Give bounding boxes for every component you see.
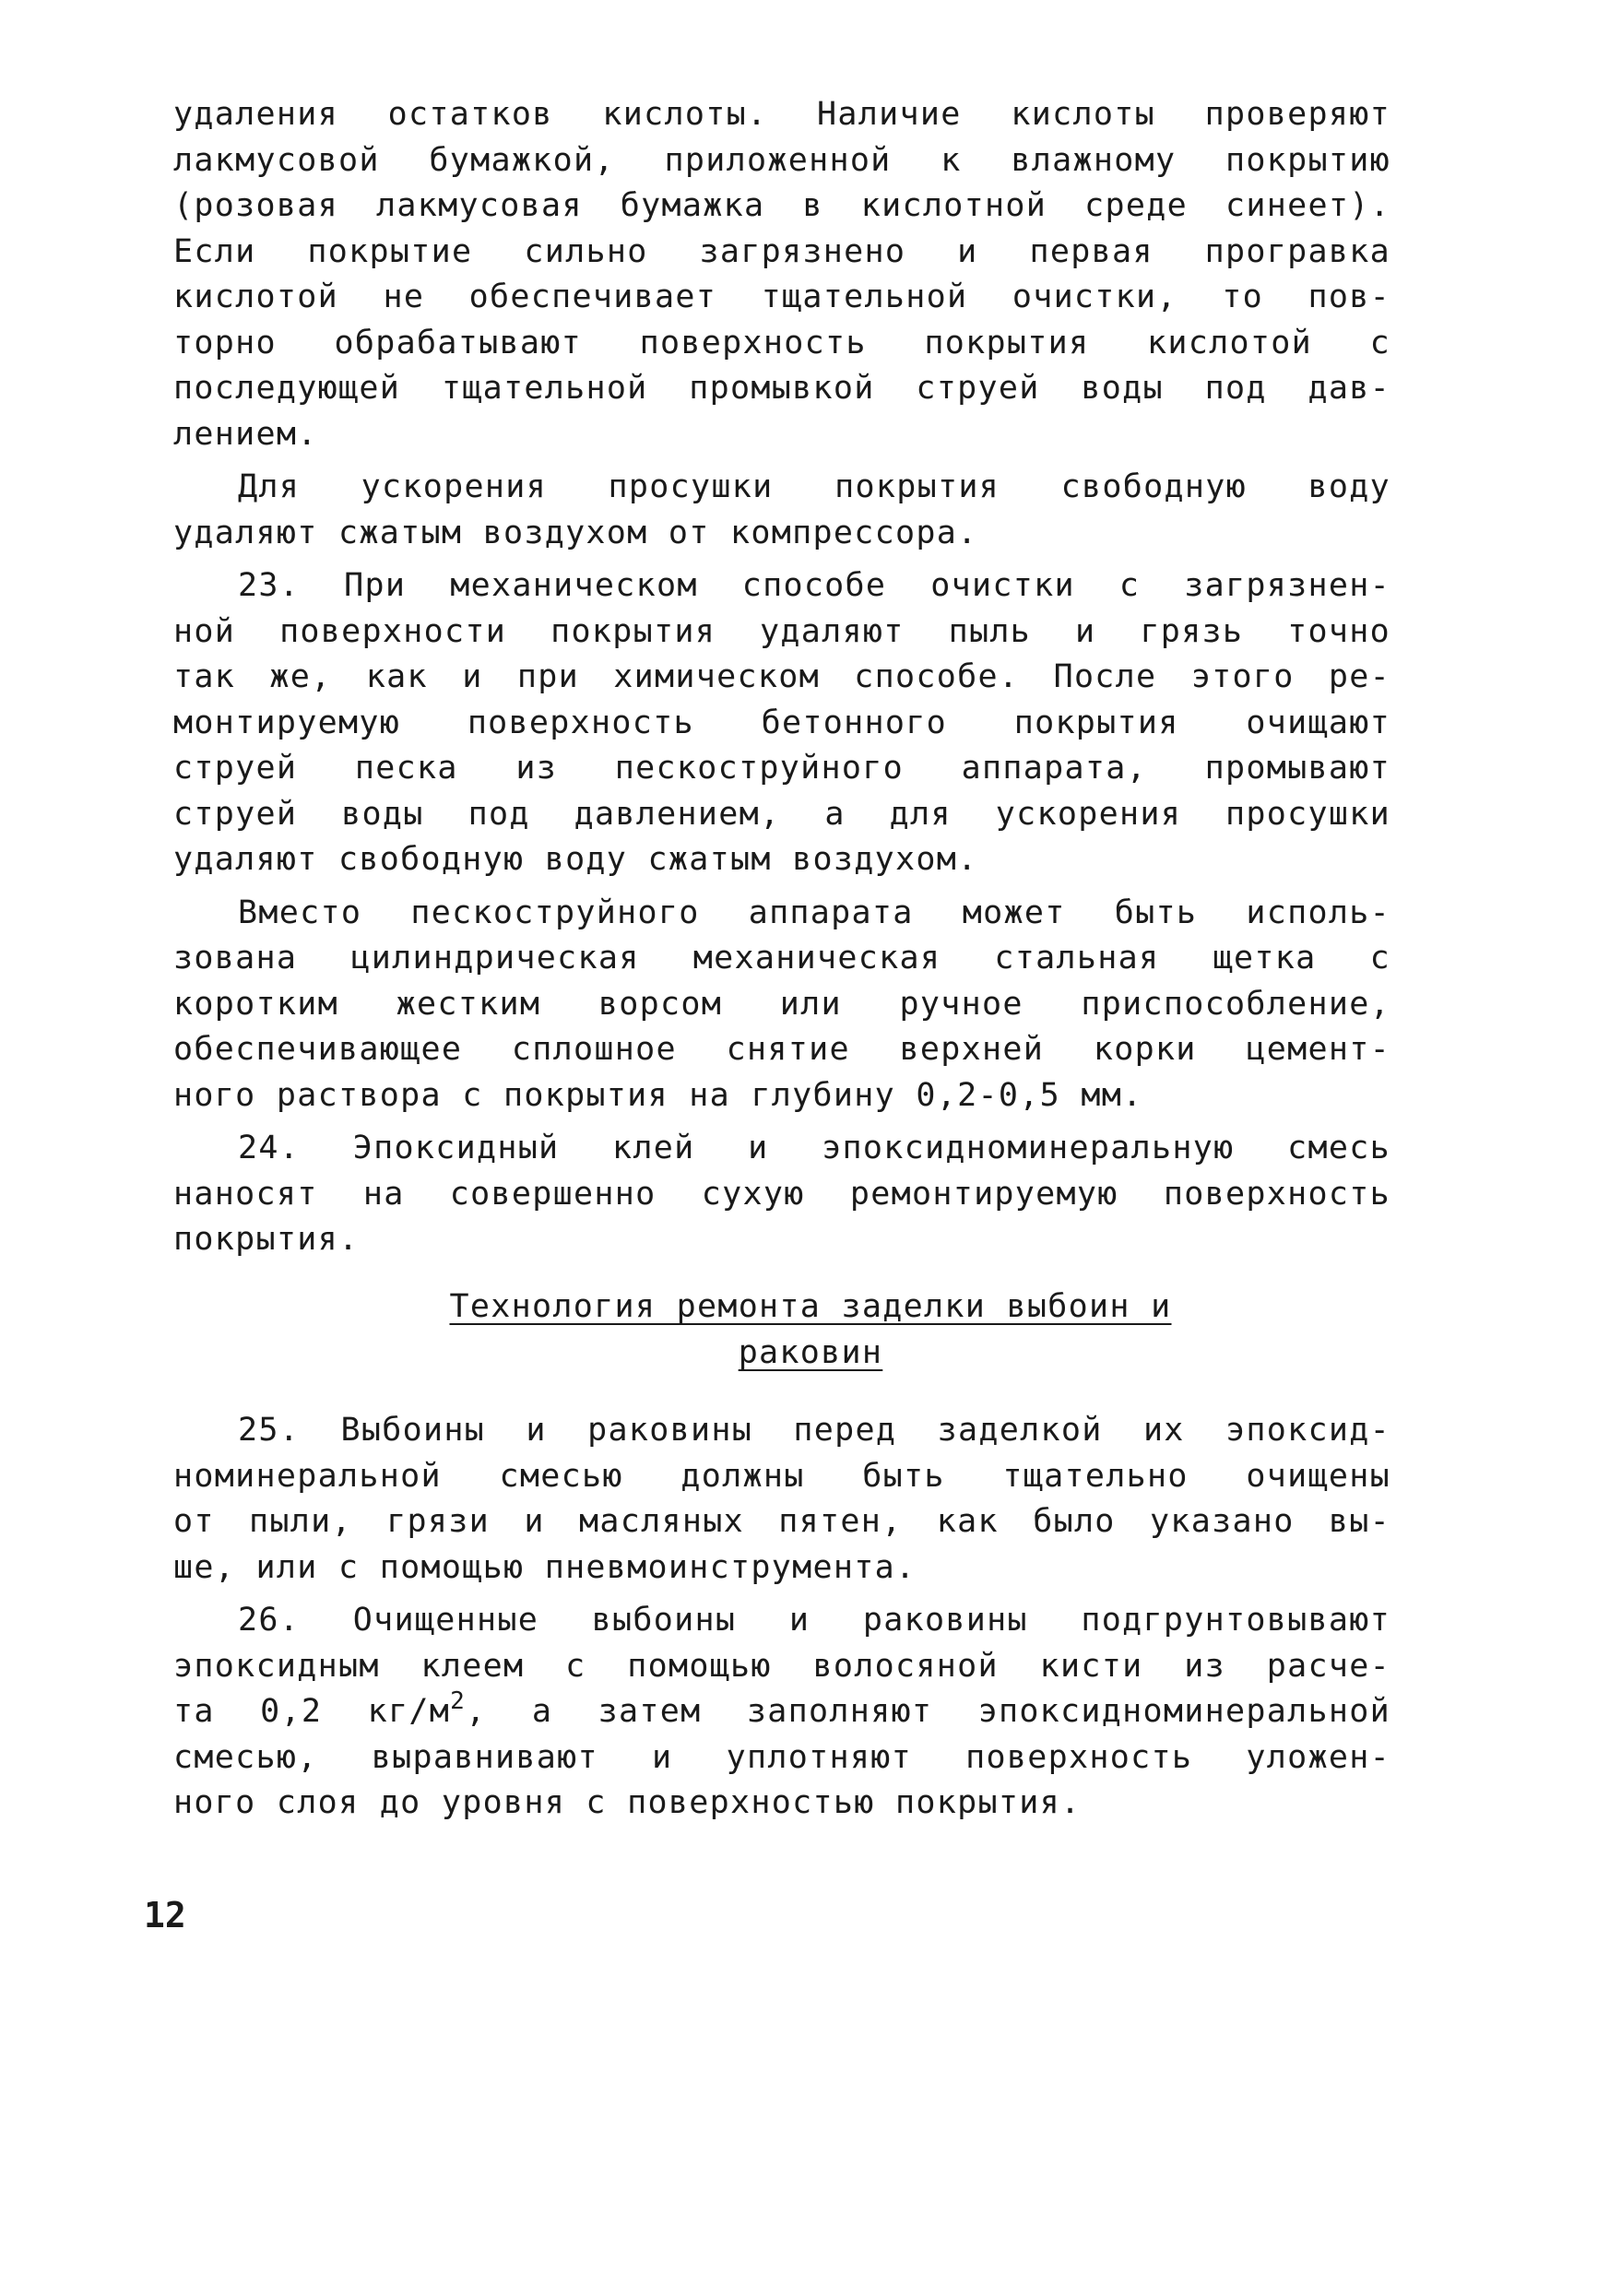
page-number: 12: [144, 1895, 186, 1935]
paragraph-gap: [173, 1118, 1390, 1126]
section-heading-line-2: раковин: [738, 1334, 883, 1371]
body-text-bottom: [173, 1408, 1390, 1827]
text-line: удаляют свободную воду сжатым воздухом.: [173, 841, 978, 878]
section-heading-continued: [0, 1334, 1621, 1371]
text-line: 24. Эпоксидный клей и эпоксидноминеральную смесь: [238, 1130, 1390, 1166]
body-text-top: [173, 92, 1390, 1263]
text-line: так же, как и при химическом способе. После этого ре-: [173, 658, 1390, 695]
text-line: лакмусовой бумажкой, приложенной к влажному покрытию: [173, 141, 1390, 179]
text-line: струей песка из пескоструйного аппарата, промывают: [173, 750, 1390, 787]
text-line: номинеральной смесью должны быть тщательно очищены: [173, 1457, 1390, 1495]
text-line: ной поверхности покрытия удаляют пыль и грязь точно: [173, 612, 1390, 650]
text-line: обеспечивающее сплошное снятие верхней корки цемент-: [173, 1031, 1390, 1068]
text-line: наносят на совершенно сухую ремонтируемую поверхность: [173, 1175, 1390, 1213]
text-line: струей воды под давлением, а для ускорения просушки: [173, 795, 1390, 833]
paragraph-gap: [173, 1591, 1390, 1598]
text-line: удаляют сжатым воздухом от компрессора.: [173, 514, 978, 551]
paragraph-gap: [173, 883, 1390, 891]
text-line: ше, или с помощью пневмоинструмента.: [173, 1548, 917, 1586]
section-heading-line-1: Технология ремонта заделки выбоин и: [449, 1288, 1172, 1325]
text-line: смесью, выравнивают и уплотняют поверхность уложен-: [173, 1738, 1390, 1776]
text-line: Если покрытие сильно загрязнено и первая програвка: [173, 232, 1390, 270]
text-line: торно обрабатывают поверхность покрытия кислотой с: [173, 324, 1390, 361]
text-line: эпоксидным клеем с помощью волосяной кисти из расче-: [173, 1647, 1390, 1685]
text-line: 25. Выбоины и раковины перед заделкой их эпоксид-: [238, 1412, 1390, 1449]
text-line: от пыли, грязи и масляных пятен, как было указано вы-: [173, 1503, 1390, 1540]
text-line: покрытия.: [173, 1221, 360, 1258]
text-line: 23. При механическом способе очистки с загрязнен-: [238, 567, 1390, 604]
section-heading: [0, 1288, 1621, 1325]
text-line: Вместо пескоструйного аппарата может быть исполь-: [238, 894, 1390, 931]
text-line: последующей тщательной промывкой струей воды под дав-: [173, 370, 1390, 407]
text-line: ного раствора с покрытия на глубину 0,2-0,5 мм.: [173, 1076, 1143, 1114]
text-line: кислотой не обеспечивает тщательной очистки, то пов-: [173, 278, 1390, 315]
text-line: монтируемую поверхность бетонного покрытия очищают: [173, 704, 1390, 741]
paragraph-gap: [173, 556, 1390, 563]
text-line: лением.: [173, 415, 318, 453]
superscript: 2: [450, 1687, 467, 1715]
text-line: ного слоя до уровня с поверхностью покрытия.: [173, 1784, 1082, 1821]
paragraph-gap: [173, 457, 1390, 465]
text-line: Для ускорения просушки покрытия свободную воду: [238, 468, 1390, 505]
text-fragment: , а затем заполняют эпоксидноминеральной: [466, 1693, 1391, 1730]
text-line-with-superscript: [173, 1689, 1390, 1735]
text-fragment: та 0,2 кг/м: [173, 1693, 451, 1730]
text-line: зована цилиндрическая механическая стальная щетка с: [173, 940, 1390, 976]
text-line: удаления остатков кислоты. Наличие кислоты проверяют: [173, 96, 1390, 133]
text-line: (розовая лакмусовая бумажка в кислотной среде синеет).: [173, 187, 1390, 224]
text-line: 26. Очищенные выбоины и раковины подгрунтовывают: [238, 1602, 1390, 1639]
text-line: коротким жестким ворсом или ручное приспособление,: [173, 985, 1390, 1023]
